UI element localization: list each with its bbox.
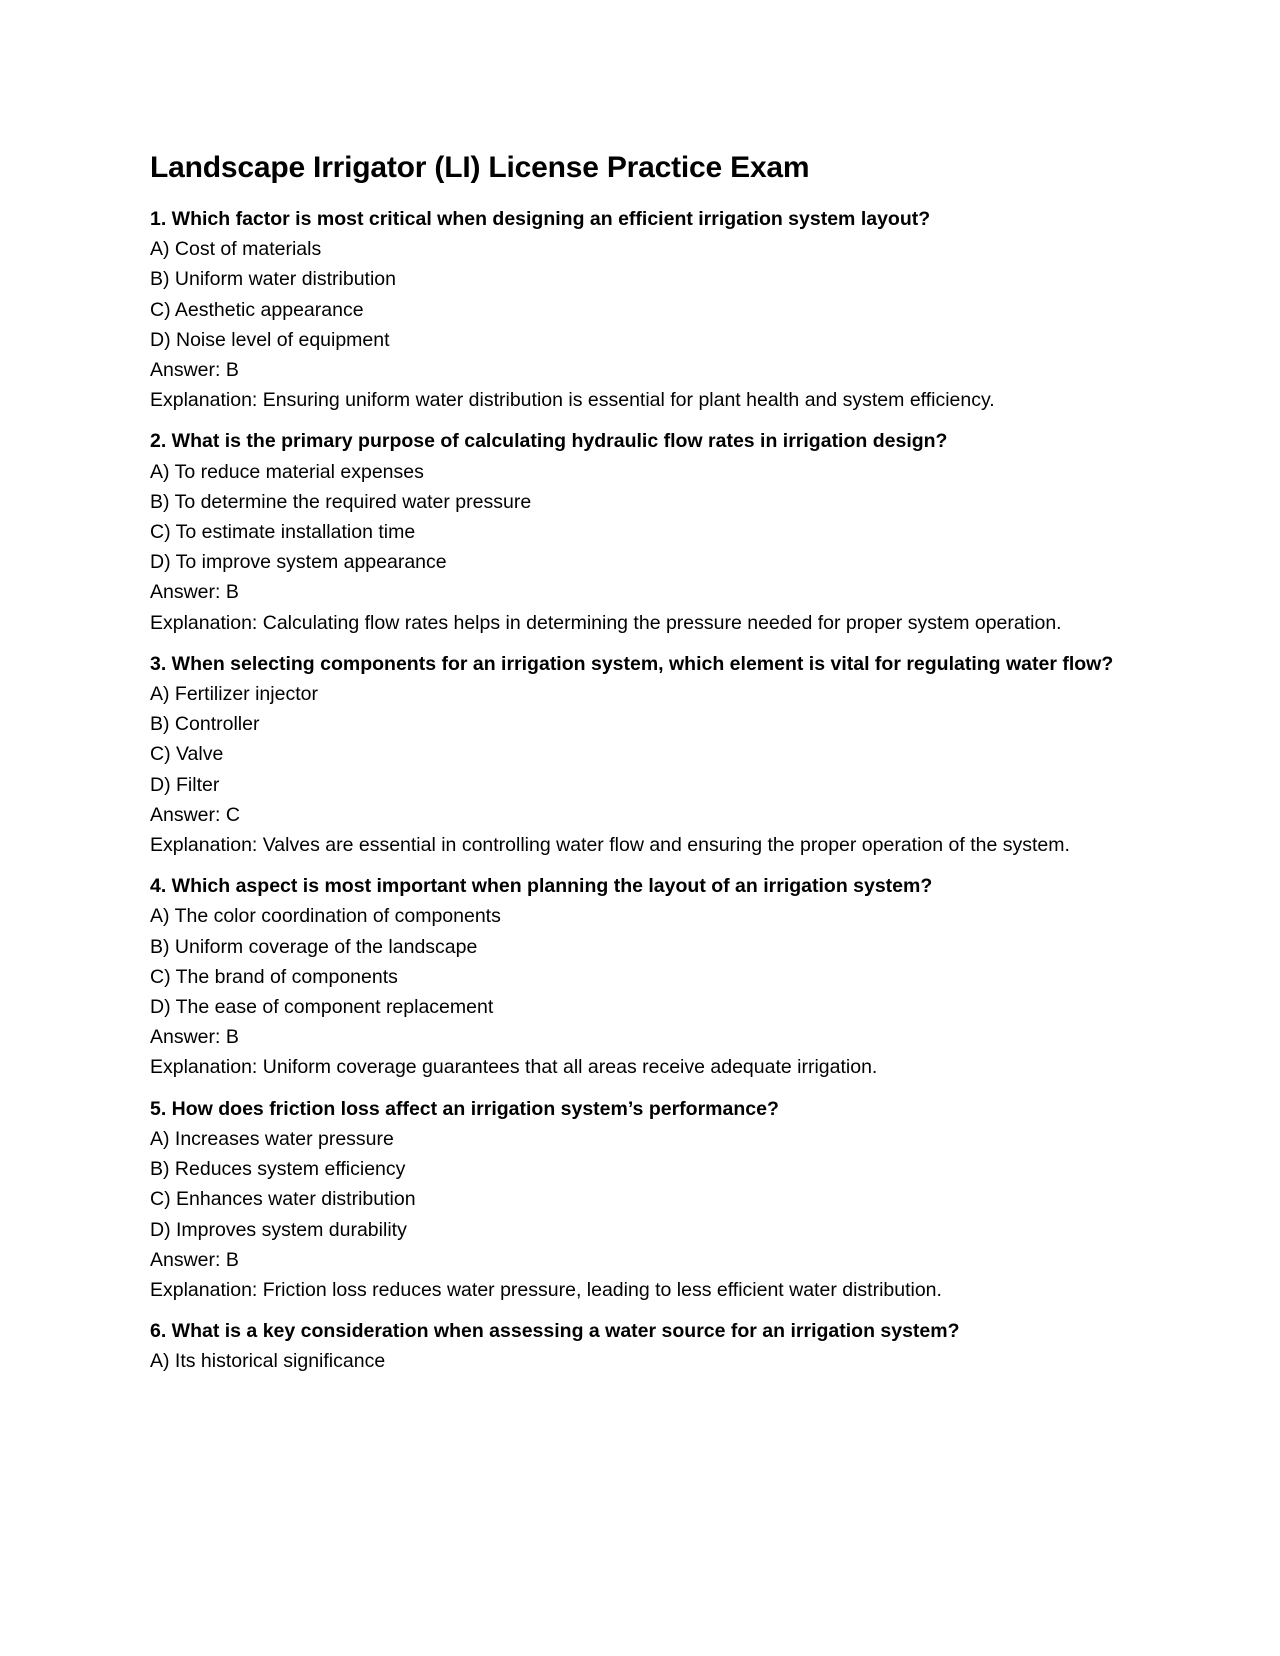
question-text: 5. How does friction loss affect an irrigation system’s performance? <box>150 1097 779 1120</box>
option-d: D) Filter <box>150 773 220 796</box>
explanation-text: Explanation: Friction loss reduces water pressure, leading to less efficient water distribution. <box>150 1278 942 1301</box>
question-block-4 <box>150 871 1130 1082</box>
option-b: B) Uniform coverage of the landscape <box>150 935 478 958</box>
option-a: A) Its historical significance <box>150 1350 386 1373</box>
question-block-6 <box>150 1316 1130 1376</box>
question-text: 3. When selecting components for an irrigation system, which element is vital for regulating water flow? <box>150 652 1114 675</box>
answer-text: Answer: B <box>150 1248 239 1271</box>
option-a: A) Fertilizer injector <box>150 683 318 706</box>
option-d: D) Noise level of equipment <box>150 328 390 351</box>
question-text: 6. What is a key consideration when assessing a water source for an irrigation system? <box>150 1320 960 1343</box>
option-b: B) Controller <box>150 713 260 736</box>
explanation-text: Explanation: Uniform coverage guarantees that all areas receive adequate irrigation. <box>150 1056 878 1079</box>
question-block-5 <box>150 1094 1130 1305</box>
question-block-2 <box>150 426 1130 637</box>
answer-text: Answer: B <box>150 581 239 604</box>
question-text: 2. What is the primary purpose of calculating hydraulic flow rates in irrigation design? <box>150 430 948 453</box>
answer-text: Answer: B <box>150 359 239 382</box>
question-text: 1. Which factor is most critical when designing an efficient irrigation system layout? <box>150 208 931 230</box>
option-a: A) To reduce material expenses <box>150 460 424 483</box>
explanation-text: Explanation: Ensuring uniform water distribution is essential for plant health and system efficiency. <box>150 389 995 412</box>
option-c: C) To estimate installation time <box>150 521 416 544</box>
option-a: A) The color coordination of components <box>150 905 501 928</box>
option-d: D) Improves system durability <box>150 1218 407 1241</box>
option-c: C) Aesthetic appearance <box>150 298 364 321</box>
question-block-3 <box>150 649 1130 860</box>
option-b: B) To determine the required water pressure <box>150 490 532 513</box>
option-a: A) Cost of materials <box>150 238 322 261</box>
option-d: D) To improve system appearance <box>150 551 447 574</box>
option-b: B) Uniform water distribution <box>150 268 396 291</box>
page-title: Landscape Irrigator (LI) License Practice Exam <box>150 151 810 184</box>
document-page <box>150 150 1130 1388</box>
option-c: C) Valve <box>150 743 224 766</box>
option-c: C) Enhances water distribution <box>150 1188 416 1211</box>
question-text: 4. Which aspect is most important when planning the layout of an irrigation system? <box>150 875 933 898</box>
option-c: C) The brand of components <box>150 965 398 988</box>
answer-text: Answer: C <box>150 803 240 826</box>
explanation-text: Explanation: Valves are essential in controlling water flow and ensuring the proper operation of the system. <box>150 834 1070 857</box>
option-a: A) Increases water pressure <box>150 1127 394 1150</box>
option-d: D) The ease of component replacement <box>150 996 494 1019</box>
option-b: B) Reduces system efficiency <box>150 1158 406 1181</box>
answer-text: Answer: B <box>150 1026 239 1049</box>
explanation-text: Explanation: Calculating flow rates helps in determining the pressure needed for proper system operation. <box>150 611 1062 634</box>
question-block-1 <box>150 204 1130 415</box>
